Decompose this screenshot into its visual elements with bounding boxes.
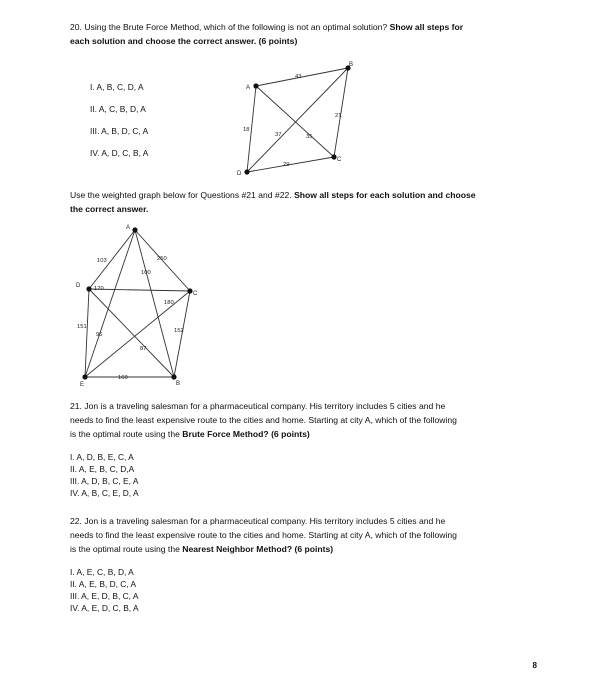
weight-eb: 160 (118, 375, 128, 381)
weight-ac: 250 (157, 256, 167, 262)
q22-line1: 22. Jon is a traveling salesman for a pharmaceutical company. His territory includes 5 cities and he (70, 516, 446, 526)
q21-option-4: IV. A, B, C, E, D, A (70, 488, 139, 498)
vertex-a (132, 227, 137, 232)
weight-ae: 180 (164, 300, 174, 306)
q22-line3-bold: Nearest Neighbor Method? (6 points) (182, 544, 334, 554)
q21-line1: 21. Jon is a traveling salesman for a pharmaceutical company. His territory includes 5 cities and he (70, 401, 446, 411)
q20-option-2: II. A, C, B, D, A (90, 104, 146, 114)
vertex-a-label: A (126, 225, 131, 231)
q22-line3-text: is the optimal route using the (70, 544, 180, 554)
q21-option-2: II. A, E, B, C, D,A (70, 464, 135, 474)
edge-ae (85, 230, 135, 377)
vertex-c (187, 288, 192, 293)
weight-ad: 18 (243, 127, 250, 133)
edge-dc (89, 289, 190, 291)
q20-prompt-bold: Show all steps for (389, 22, 464, 32)
q22-option-2: II. A, E, B, D, C, A (70, 579, 137, 589)
q20-option-1: I. A, B, C, D, A (90, 82, 144, 92)
weight-ec: 87 (140, 346, 147, 352)
q22-option-4: IV. A, E, D, C, B, A (70, 603, 139, 613)
q22-option-3: III. A, E, D, B, C, A (70, 591, 139, 601)
vertex-a-label: A (246, 85, 251, 91)
edge-cb (174, 291, 190, 377)
q20-prompt-text: 20. Using the Brute Force Method, which of the following is not an optimal solution? (70, 22, 388, 32)
weight-ab: 43 (295, 74, 302, 80)
q21-line3-bold: Brute Force Method? (6 points) (182, 429, 310, 439)
q21-option-1: I. A, D, B, E, C, A (70, 452, 134, 462)
intro-text: Use the weighted graph below for Questions #21 and #22. (70, 190, 292, 200)
weight-ab: 100 (141, 270, 151, 276)
weight-cb: 152 (174, 328, 184, 334)
q20-prompt-line2: each solution and choose the correct answer. (6 points) (70, 36, 298, 46)
page-number: 8 (532, 661, 537, 670)
q21-line3-text: is the optimal route using the (70, 429, 180, 439)
vertex-e (82, 374, 87, 379)
vertex-c-label: C (337, 157, 342, 163)
weight-dc: 170 (94, 286, 104, 292)
weight-bc: 21 (335, 113, 342, 119)
intro-line2: the correct answer. (70, 204, 149, 214)
intro-bold: Show all steps for each solution and choose (294, 190, 476, 200)
q21-option-3: III. A, D, B, C, E, A (70, 476, 139, 486)
weight-dc: 29 (283, 162, 290, 168)
q21-line2: needs to find the least expensive route to the cities and home. Starting at city A, which of the following (70, 415, 457, 425)
q22-option-1: I. A, E, C, B, D, A (70, 567, 134, 577)
vertex-c-label: C (193, 291, 198, 297)
q20-option-3: III. A, B, D, C, A (90, 126, 149, 136)
weight-ac: 37 (275, 132, 282, 138)
q22-line3 (70, 543, 333, 556)
vertex-b-label: B (349, 62, 354, 68)
vertex-b (171, 374, 176, 379)
vertex-d (86, 286, 91, 291)
q20-option-4: IV. A, D, C, B, A (90, 148, 149, 158)
vertex-d-label: D (237, 171, 242, 177)
vertex-e-label: E (80, 382, 85, 388)
weight-de: 151 (77, 324, 87, 330)
weight-ad: 103 (97, 258, 107, 264)
vertex-b-label: B (176, 381, 181, 387)
q21-line3 (70, 428, 310, 441)
vertex-d-label: D (76, 283, 81, 289)
weight-db: 95 (96, 332, 103, 338)
edge-ad (89, 230, 135, 289)
weight-bd: 35 (306, 134, 313, 140)
q22-line2: needs to find the least expensive route to the cities and home. Starting at city A, which of the following (70, 530, 457, 540)
edge-de (85, 289, 89, 377)
